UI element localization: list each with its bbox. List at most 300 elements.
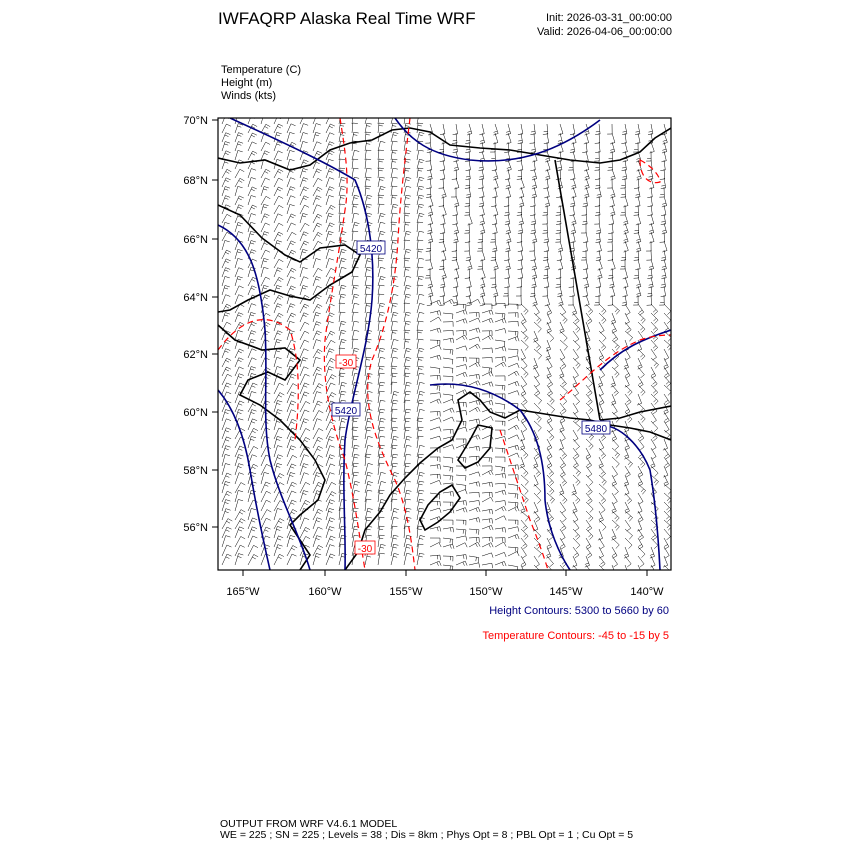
wind-barb [404,409,411,421]
wind-barb [480,277,485,288]
wind-barb [547,358,552,369]
wind-barb [261,142,270,151]
wind-barb [417,391,425,403]
wind-barb [573,466,581,476]
wind-barb [300,132,308,142]
wind-barb [222,232,231,241]
wind-barb [313,349,322,358]
wind-barb [274,463,282,475]
wind-barb [560,349,565,360]
wind-barb [586,376,592,387]
wind-barb [326,124,335,133]
wind-barb [595,205,600,215]
wind-barb [543,178,548,189]
wind-barb [469,381,480,386]
wind-barb [569,286,574,297]
wind-barb [326,231,333,241]
wind-barb [482,348,492,353]
wind-barb [222,285,230,295]
wind-barb [441,241,446,252]
wind-barb [261,482,270,493]
wind-barb [417,445,425,457]
wind-barb [493,133,498,144]
wind-barb [378,231,385,241]
wind-barb [287,455,297,466]
wind-barb [456,520,466,525]
wind-barb [456,372,467,377]
wind-barb [404,418,411,430]
wind-barb [430,340,440,345]
wind-barb [313,205,321,214]
wind-barb [378,330,385,340]
wind-barb [521,520,527,531]
wind-barb [624,547,629,558]
wind-barb [365,114,372,124]
wind-barb [430,561,441,566]
wind-barb [417,348,424,358]
wind-barb [326,367,334,376]
wind-barb [404,249,411,259]
wind-barb [365,418,373,430]
wind-barb [326,428,336,439]
lat-tick-label: 56°N [183,522,208,534]
wind-barb [235,276,243,286]
wind-barb [651,421,658,432]
wind-barb [482,470,493,475]
wind-barb [521,421,527,432]
wind-barb [465,232,470,242]
wind-barb [352,294,359,304]
wind-barb [391,339,398,349]
wind-barb [442,187,447,198]
wind-barb [378,213,385,223]
wind-barb [404,312,411,322]
wind-barb [521,466,528,477]
wind-barb [235,133,243,142]
wind-barb [326,473,335,484]
wind-barb [391,382,397,394]
wind-barb [430,474,440,479]
wind-barbs [222,114,672,576]
wind-barb [531,142,536,153]
wind-barb [378,553,385,565]
wind-barb [625,466,630,477]
wind-barb [586,466,592,477]
wind-barb [326,446,335,457]
wind-barb [352,276,358,286]
wind-barb [417,418,423,430]
wind-barb [339,330,346,340]
wind-barb [300,178,308,187]
wind-barb [443,520,453,525]
wind-barb [235,330,243,340]
wind-barb [543,223,548,233]
wind-barb [261,151,269,160]
wind-barb [248,240,256,250]
wind-barb [378,141,385,151]
field-winds: Winds (kts) [221,90,276,102]
wind-barb [521,529,528,540]
wind-barb [300,349,308,358]
wind-barb [248,169,256,178]
wind-barb [493,286,498,297]
wind-barb [378,276,385,286]
wind-barb [261,196,270,205]
wind-barb [547,466,554,477]
wind-barb [417,294,424,304]
wind-barb [495,528,506,533]
wind-barb [664,385,671,395]
wind-barb [638,466,643,477]
wind-barb [404,276,411,286]
wind-barb [404,195,411,205]
wind-barb [443,408,454,413]
wind-barb [235,483,245,493]
wind-barb [544,277,549,288]
wind-barb [482,482,493,487]
wind-barb [508,417,519,421]
wind-barb [339,285,346,295]
wind-barb [586,475,593,486]
wind-barb [300,482,310,493]
wind-barb [417,276,424,286]
wind-barb [583,232,588,243]
wind-barb [352,213,359,223]
wind-barb [482,553,493,558]
wind-barb [495,483,505,488]
wind-barb [248,349,256,358]
wind-barb [326,169,334,178]
wind-barb [391,159,397,169]
wind-barb [664,457,670,468]
wind-barb [521,304,528,315]
wind-barb [339,294,346,304]
wind-barb [287,277,295,286]
wind-barb [651,529,657,540]
init-time: Init: 2026-03-31_00:00:00 [546,12,672,24]
wind-barb [235,286,244,295]
wind-barb [482,492,492,497]
wind-barb [313,187,322,196]
wind-barb [417,240,423,250]
wind-barb [274,501,284,511]
wind-barb [235,169,244,178]
wind-barb [469,456,479,461]
wind-barb [482,318,493,323]
wind-barb [417,231,424,241]
wind-barb [391,454,398,466]
wind-barb [443,358,453,364]
wind-barb [482,357,492,362]
wind-barb [495,542,506,547]
wind-barb [300,401,310,412]
wind-barb [583,259,588,270]
wind-barb [456,561,467,566]
wind-barb [417,339,424,349]
wind-barb [586,538,591,549]
wind-barb [608,241,613,251]
wind-barb [469,492,479,497]
wind-barb [274,519,284,529]
wind-barb [235,527,244,538]
wind-barb [586,403,593,414]
wind-barb [650,142,655,153]
lon-tick-label: 145°W [549,586,583,598]
wind-barb [313,223,322,232]
wind-barb [468,214,473,225]
wind-barb [664,502,671,513]
wind-barb [404,330,410,340]
wind-barb [635,124,640,135]
wind-barb [597,268,602,279]
wind-barb [638,385,645,396]
wind-barb [443,429,453,434]
wind-barb [365,294,371,304]
wind-barb [365,348,371,358]
wind-barb [482,537,492,542]
wind-barb [326,205,335,214]
wind-barb [508,371,519,376]
wind-barb [454,178,459,189]
wind-barb [492,241,497,252]
wind-barb [586,439,593,450]
wind-barb [534,385,540,396]
wind-barb [391,132,398,142]
wind-barb [274,223,283,232]
wind-barb [573,358,580,368]
wind-barb [478,232,483,242]
wind-barb [313,340,321,349]
wind-barb [313,419,322,430]
lon-tick-label: 150°W [469,586,503,598]
wind-barb [635,187,640,198]
wind-barb [585,322,590,333]
wind-barb [443,367,453,373]
wind-barb [274,205,283,214]
wind-barb [326,213,333,223]
wind-barb [274,124,283,133]
wind-barb [482,525,493,530]
wind-barb [469,312,479,317]
wind-barb [404,267,410,277]
wind-barb [599,340,606,351]
wind-barb [248,358,256,367]
wind-barb [248,383,257,394]
wind-barb [313,411,323,421]
wind-barb [625,412,632,423]
wind-barb [508,337,519,342]
wind-barb [222,527,232,538]
wind-barb [542,214,547,224]
wind-barb [648,124,653,135]
wind-barb [560,385,567,395]
wind-barb [222,536,230,547]
wind-barb [518,160,523,171]
wind-barb [391,231,398,241]
wind-barb [235,313,243,322]
wind-barb [625,304,630,315]
wind-barb [534,394,542,404]
wind-barb [352,499,358,511]
wind-barb [611,259,616,270]
wind-barb [443,330,453,335]
wind-barb [313,232,322,241]
wind-barb [352,231,358,241]
wind-barb [261,258,269,268]
wind-barb [508,507,519,512]
wind-barb [417,285,423,295]
wind-barb [274,383,284,394]
wind-barb [599,484,606,494]
wind-barb [638,529,644,540]
wind-barb [339,391,346,403]
wind-barb [222,554,232,565]
bc-coast [600,406,671,420]
wind-barb [261,178,270,187]
wind-barb [235,510,245,520]
wind-barb [404,321,411,331]
wind-barb [508,363,519,368]
wind-barb [430,543,441,547]
wind-barb [572,556,577,567]
wind-barb [404,373,410,385]
wind-barb [495,466,505,472]
wind-barb [235,401,244,412]
wind-barb [439,259,444,269]
wind-barb [326,383,335,394]
wind-barb [456,439,466,444]
wind-barb [625,349,630,360]
wind-barb [495,328,506,333]
wind-barb [634,178,639,188]
wind-barb [391,366,397,376]
wind-barb [573,349,579,360]
wind-barb [508,493,518,499]
wind-barb [365,168,372,178]
wind-barb [235,150,243,160]
wind-barb [326,492,336,502]
wind-barb [404,204,410,214]
wind-barb [634,223,639,233]
wind-barb [456,365,467,370]
wind-barb [443,349,453,355]
wind-barb [235,160,244,169]
wind-barb [287,321,295,331]
wind-barb [456,529,466,535]
wind-barb [222,115,230,124]
wind-barb [612,457,619,467]
wind-barb [326,482,336,493]
wind-barb [493,205,498,216]
wind-barb [532,151,537,162]
wind-barb [430,375,440,380]
wind-barb [651,538,658,549]
wind-barb [612,448,620,458]
wind-barb [611,376,616,387]
wind-barb [391,348,398,358]
wind-barb [300,392,309,403]
wind-barb [482,310,493,315]
wind-barb [313,473,321,484]
wind-barb [560,466,565,477]
wind-barb [558,241,563,252]
wind-barb [248,331,256,340]
wind-barb [611,394,616,405]
wind-barb [508,435,519,440]
wind-barb [391,177,398,187]
wind-barb [534,322,541,332]
wind-barb [287,392,296,403]
wind-barb [469,529,479,535]
wind-barb [365,267,372,277]
wind-barb [274,339,282,349]
wind-barb [378,312,385,322]
wind-barb [404,258,410,268]
wind-barb [456,484,466,490]
wind-barb [235,232,243,241]
wind-barb [404,168,410,178]
wind-barb [326,223,335,232]
wind-barb [222,133,230,142]
wind-barb [430,508,441,513]
canada-border [555,160,600,420]
wind-barb [222,374,232,385]
wind-barb [417,114,424,124]
wind-barb [235,349,244,358]
wind-barb [300,419,309,430]
wind-barb [417,204,424,214]
wind-barb [352,132,359,142]
wind-barb [612,466,618,477]
wind-barb [428,205,433,216]
wind-barb [352,330,359,340]
wind-barb [504,205,509,216]
wind-barb [274,295,283,304]
wind-barb [300,374,310,385]
wind-barb [430,538,440,543]
wind-barb [620,259,625,269]
wind-barb [391,330,398,340]
footer-config: WE = 225 ; SN = 225 ; Levels = 38 ; Dis = 8km ; Phys Opt = 8 ; PBL Opt = 1 ; Cu Opt = 5 [220,829,634,841]
wind-barb [365,177,371,187]
wind-barb [352,222,359,232]
wind-barb [495,421,505,426]
wind-barb [300,428,310,439]
wind-barb [508,313,518,318]
wind-barb [235,178,244,187]
wind-barb [430,411,440,416]
wind-barb [573,340,580,351]
wind-barb [222,124,231,133]
wind-barb [560,313,567,323]
wind-barb [404,213,410,223]
wind-barb [378,114,384,124]
wind-barb [248,554,258,565]
lat-tick-label: 64°N [183,292,208,304]
wind-barb [300,115,309,124]
wind-barb [404,382,411,394]
wind-barb [624,448,629,459]
wind-barb [443,399,454,404]
wind-barb [235,124,243,133]
wind-barb [430,555,440,560]
wind-barb [300,367,308,376]
wind-barb [313,277,321,286]
wind-barb [560,538,565,549]
wind-barb [573,403,578,414]
wind-barb [352,195,359,205]
wind-barb [430,385,440,391]
